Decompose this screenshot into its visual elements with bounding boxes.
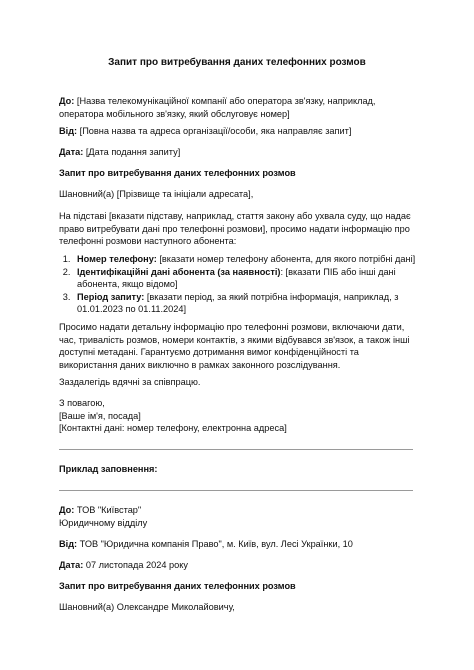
to-label: До:: [59, 96, 75, 106]
example-to-text: ТОВ "Київстар": [74, 505, 142, 515]
example-to-department: Юридичному відділу: [59, 517, 148, 528]
example-to-field: [59, 504, 419, 529]
signer-name: [Ваше ім'я, посада]: [59, 410, 141, 421]
request-paragraph: Просимо надати детальну інформацію про телефонні розмови, включаючи дати, час, тривалість розмов, номери контактів, з якими відбувався зв'язок, а також інші доступні метадані. Гарантуємо дотримання вимог конфіденційності та використання даних виключно в рамках законного розслідування.: [59, 322, 410, 370]
example-from-field: [59, 538, 419, 551]
to-text: [Назва телекомунікаційної компанії або оператора зв'язку, наприклад, оператора мобільного зв'язку, який обслуговує номер]: [59, 96, 376, 119]
list-item-text: [вказати номер телефону абонента, для якого потрібні дані]: [156, 254, 416, 264]
date-label: Дата:: [59, 147, 84, 157]
list-item-label: Номер телефону:: [77, 254, 157, 264]
date-field: [59, 146, 419, 159]
list-item-period: [73, 291, 419, 316]
from-label: Від:: [59, 126, 78, 136]
example-greeting: Шановний(а) Олександре Миколайовичу,: [59, 602, 235, 612]
list-item-text: : [вказати ПІБ або інші дані абонента, якщо відомо]: [77, 266, 396, 289]
example-date-label: Дата:: [59, 560, 84, 570]
greeting: Шановний(а) [Прізвище та ініціали адресата],: [59, 189, 254, 199]
list-item-text: [вказати період, за який потрібна інформація, наприклад, з 01.01.2023 по 01.11.2024]: [77, 291, 399, 314]
example-date-text: 07 листопада 2024 року: [83, 560, 188, 570]
list-item-subscriber: [73, 266, 419, 291]
list-item-label: Період запиту:: [77, 291, 145, 302]
from-text: [Повна назва та адреса організації/особи, яка направляє запит]: [77, 126, 352, 136]
closing-line: З повагою,: [59, 398, 105, 408]
intro-paragraph: На підставі [вказати підставу, наприклад, стаття закону або ухвала суду, що надає право витребувати дані про телефонні розмови], просимо надати інформацію про телефонні розмови наступного абонента:: [59, 211, 411, 246]
list-item-phone: [73, 253, 419, 266]
signer-contacts: [Контактні дані: номер телефону, електронна адреса]: [59, 423, 287, 433]
example-from-text: ТОВ "Юридична компанія Право", м. Київ, вул. Лесі Українки, 10: [77, 539, 353, 549]
divider: [59, 449, 413, 450]
from-field: [59, 125, 419, 138]
page-title: Запит про витребування даних телефонних розмов: [108, 57, 366, 68]
example-date-field: [59, 559, 419, 572]
date-text: [Дата подання запиту]: [83, 147, 181, 157]
thanks-line: Заздалегідь вдячні за співпрацю.: [59, 377, 201, 387]
example-heading: Приклад заповнення:: [59, 464, 158, 474]
example-from-label: Від:: [59, 539, 78, 549]
requested-data-list: [59, 253, 419, 316]
subject-line: Запит про витребування даних телефонних розмов: [59, 168, 296, 178]
to-field: [59, 95, 419, 120]
example-subject-line: Запит про витребування даних телефонних розмов: [59, 581, 296, 591]
list-item-label: Ідентифікаційні дані абонента (за наявності): [77, 266, 281, 277]
example-to-label: До:: [59, 505, 75, 515]
divider: [59, 490, 413, 491]
signature-block: [59, 397, 419, 435]
